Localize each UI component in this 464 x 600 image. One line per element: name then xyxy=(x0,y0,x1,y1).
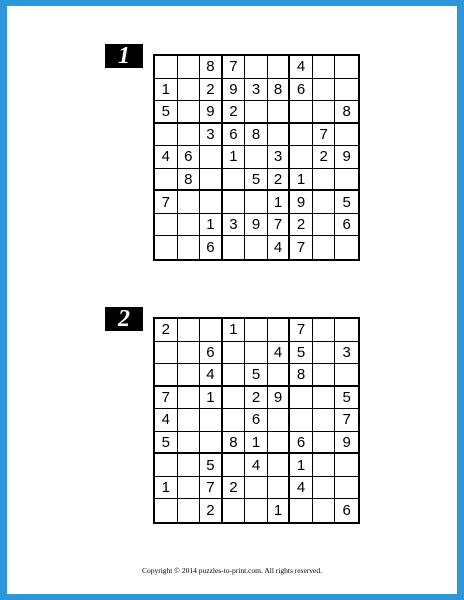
sudoku-cell xyxy=(335,169,358,192)
sudoku-cell xyxy=(335,477,358,500)
sudoku-cell: 4 xyxy=(155,409,178,432)
sudoku-cell xyxy=(178,56,201,79)
sudoku-cell xyxy=(290,146,313,169)
sudoku-cell xyxy=(245,319,268,342)
sudoku-cell xyxy=(245,56,268,79)
sudoku-cell xyxy=(200,146,223,169)
sudoku-cell xyxy=(178,124,201,147)
sudoku-cell xyxy=(268,454,291,477)
sudoku-cell: 9 xyxy=(335,432,358,455)
sudoku-cell: 9 xyxy=(245,214,268,237)
sudoku-cell xyxy=(268,56,291,79)
sudoku-cell: 7 xyxy=(290,319,313,342)
sudoku-cell xyxy=(313,454,336,477)
sudoku-cell: 6 xyxy=(335,214,358,237)
sudoku-cell: 8 xyxy=(178,169,201,192)
sudoku-cell: 9 xyxy=(223,79,246,102)
sudoku-cell: 1 xyxy=(200,214,223,237)
sudoku-cell xyxy=(200,319,223,342)
sudoku-cell xyxy=(313,364,336,387)
sudoku-cell xyxy=(155,169,178,192)
sudoku-cell: 2 xyxy=(245,387,268,410)
sudoku-cell xyxy=(245,499,268,522)
sudoku-cell xyxy=(335,319,358,342)
sudoku-cell xyxy=(313,499,336,522)
sudoku-cell: 8 xyxy=(245,124,268,147)
sudoku-cell: 4 xyxy=(268,342,291,365)
sudoku-cell xyxy=(268,319,291,342)
sudoku-cell xyxy=(335,56,358,79)
sudoku-cell: 7 xyxy=(200,477,223,500)
sudoku-cell: 8 xyxy=(223,432,246,455)
sudoku-cell: 1 xyxy=(200,387,223,410)
sudoku-cell xyxy=(313,56,336,79)
sudoku-cell: 6 xyxy=(200,236,223,259)
sudoku-cell: 5 xyxy=(290,342,313,365)
puzzle-1-number: 1 xyxy=(105,44,143,68)
sudoku-cell xyxy=(223,342,246,365)
sudoku-cell xyxy=(155,454,178,477)
puzzle-page xyxy=(7,6,457,594)
sudoku-cell xyxy=(223,499,246,522)
sudoku-cell: 9 xyxy=(335,146,358,169)
sudoku-cell xyxy=(245,191,268,214)
sudoku-cell xyxy=(155,499,178,522)
sudoku-cell: 8 xyxy=(268,79,291,102)
sudoku-cell: 1 xyxy=(268,191,291,214)
sudoku-cell xyxy=(223,364,246,387)
sudoku-cell: 7 xyxy=(335,409,358,432)
sudoku-cell xyxy=(178,499,201,522)
sudoku-cell xyxy=(223,236,246,259)
sudoku-cell: 1 xyxy=(268,499,291,522)
sudoku-cell xyxy=(313,319,336,342)
sudoku-cell xyxy=(178,364,201,387)
sudoku-cell xyxy=(178,236,201,259)
sudoku-cell: 4 xyxy=(155,146,178,169)
sudoku-cell xyxy=(313,409,336,432)
sudoku-cell: 2 xyxy=(223,101,246,124)
puzzle-2-number: 2 xyxy=(105,307,143,331)
sudoku-cell xyxy=(335,454,358,477)
sudoku-cell: 5 xyxy=(335,387,358,410)
sudoku-cell: 1 xyxy=(155,477,178,500)
sudoku-cell: 5 xyxy=(245,364,268,387)
sudoku-cell xyxy=(313,342,336,365)
sudoku-cell xyxy=(178,191,201,214)
sudoku-cell xyxy=(155,342,178,365)
sudoku-cell xyxy=(223,191,246,214)
sudoku-cell: 6 xyxy=(178,146,201,169)
sudoku-cell xyxy=(200,409,223,432)
sudoku-grid-1 xyxy=(153,54,360,261)
sudoku-cell: 7 xyxy=(268,214,291,237)
sudoku-cell xyxy=(313,191,336,214)
sudoku-cell: 9 xyxy=(200,101,223,124)
sudoku-cell xyxy=(200,432,223,455)
sudoku-cell xyxy=(268,124,291,147)
sudoku-cell xyxy=(178,454,201,477)
sudoku-cell xyxy=(313,101,336,124)
sudoku-cell xyxy=(200,169,223,192)
sudoku-cell: 3 xyxy=(268,146,291,169)
sudoku-cell: 9 xyxy=(290,191,313,214)
sudoku-cell xyxy=(313,387,336,410)
sudoku-cell xyxy=(290,499,313,522)
sudoku-cell: 7 xyxy=(290,236,313,259)
sudoku-cell xyxy=(155,56,178,79)
sudoku-cell xyxy=(155,214,178,237)
sudoku-cell xyxy=(268,409,291,432)
sudoku-cell: 2 xyxy=(155,319,178,342)
sudoku-cell: 1 xyxy=(155,79,178,102)
sudoku-cell: 4 xyxy=(200,364,223,387)
sudoku-cell: 3 xyxy=(200,124,223,147)
sudoku-cell xyxy=(200,191,223,214)
sudoku-cell: 6 xyxy=(290,79,313,102)
sudoku-cell: 1 xyxy=(223,146,246,169)
sudoku-cell: 8 xyxy=(335,101,358,124)
sudoku-cell xyxy=(335,236,358,259)
sudoku-cell xyxy=(268,432,291,455)
sudoku-cell xyxy=(223,454,246,477)
sudoku-cell xyxy=(178,319,201,342)
sudoku-cell: 7 xyxy=(155,191,178,214)
sudoku-cell xyxy=(313,79,336,102)
sudoku-cell xyxy=(268,101,291,124)
sudoku-cell xyxy=(245,146,268,169)
sudoku-cell: 9 xyxy=(268,387,291,410)
sudoku-cell xyxy=(313,169,336,192)
sudoku-grid-2 xyxy=(153,317,360,524)
sudoku-cell xyxy=(178,79,201,102)
sudoku-cell xyxy=(245,342,268,365)
sudoku-cell xyxy=(290,124,313,147)
sudoku-cell: 5 xyxy=(155,432,178,455)
sudoku-cell xyxy=(178,477,201,500)
sudoku-cell xyxy=(290,409,313,432)
sudoku-cell: 8 xyxy=(290,364,313,387)
sudoku-cell: 6 xyxy=(290,432,313,455)
sudoku-cell: 1 xyxy=(290,169,313,192)
sudoku-cell: 2 xyxy=(200,79,223,102)
sudoku-cell: 6 xyxy=(223,124,246,147)
sudoku-cell xyxy=(223,169,246,192)
sudoku-cell xyxy=(313,236,336,259)
copyright-notice: Copyright © 2014 puzzles-to-print.com. All rights reserved. xyxy=(141,566,323,575)
sudoku-cell xyxy=(178,387,201,410)
sudoku-cell: 4 xyxy=(245,454,268,477)
sudoku-cell xyxy=(223,409,246,432)
sudoku-cell: 1 xyxy=(290,454,313,477)
sudoku-cell: 3 xyxy=(335,342,358,365)
sudoku-cell: 7 xyxy=(155,387,178,410)
sudoku-cell: 3 xyxy=(245,79,268,102)
sudoku-cell xyxy=(313,477,336,500)
sudoku-cell: 4 xyxy=(290,477,313,500)
sudoku-cell: 7 xyxy=(223,56,246,79)
sudoku-cell: 5 xyxy=(335,191,358,214)
sudoku-cell: 2 xyxy=(313,146,336,169)
sudoku-cell xyxy=(290,387,313,410)
sudoku-cell: 4 xyxy=(290,56,313,79)
sudoku-cell: 2 xyxy=(223,477,246,500)
sudoku-cell xyxy=(335,79,358,102)
sudoku-cell: 7 xyxy=(313,124,336,147)
sudoku-cell: 5 xyxy=(155,101,178,124)
sudoku-cell: 2 xyxy=(200,499,223,522)
sudoku-cell xyxy=(155,364,178,387)
sudoku-cell xyxy=(178,409,201,432)
sudoku-cell: 1 xyxy=(223,319,246,342)
sudoku-cell xyxy=(313,214,336,237)
sudoku-cell xyxy=(245,477,268,500)
sudoku-cell xyxy=(313,432,336,455)
sudoku-cell: 8 xyxy=(200,56,223,79)
sudoku-cell xyxy=(155,124,178,147)
sudoku-cell: 6 xyxy=(342,502,351,520)
sudoku-cell xyxy=(245,236,268,259)
sudoku-cell: 5 xyxy=(245,169,268,192)
sudoku-cell: 1 xyxy=(245,432,268,455)
sudoku-cell xyxy=(178,101,201,124)
sudoku-cell: 6 xyxy=(200,342,223,365)
sudoku-cell: 5 xyxy=(200,454,223,477)
sudoku-cell xyxy=(290,101,313,124)
sudoku-cell xyxy=(335,364,358,387)
sudoku-cell xyxy=(268,477,291,500)
sudoku-cell: 3 xyxy=(223,214,246,237)
sudoku-cell: 6 xyxy=(245,409,268,432)
sudoku-cell: 2 xyxy=(268,169,291,192)
sudoku-cell xyxy=(268,364,291,387)
sudoku-cell xyxy=(335,124,358,147)
sudoku-cell xyxy=(245,101,268,124)
sudoku-cell xyxy=(155,236,178,259)
sudoku-cell xyxy=(178,342,201,365)
sudoku-cell xyxy=(178,214,201,237)
sudoku-cell xyxy=(178,432,201,455)
sudoku-cell: 4 xyxy=(268,236,291,259)
sudoku-cell xyxy=(223,387,246,410)
sudoku-cell: 2 xyxy=(290,214,313,237)
